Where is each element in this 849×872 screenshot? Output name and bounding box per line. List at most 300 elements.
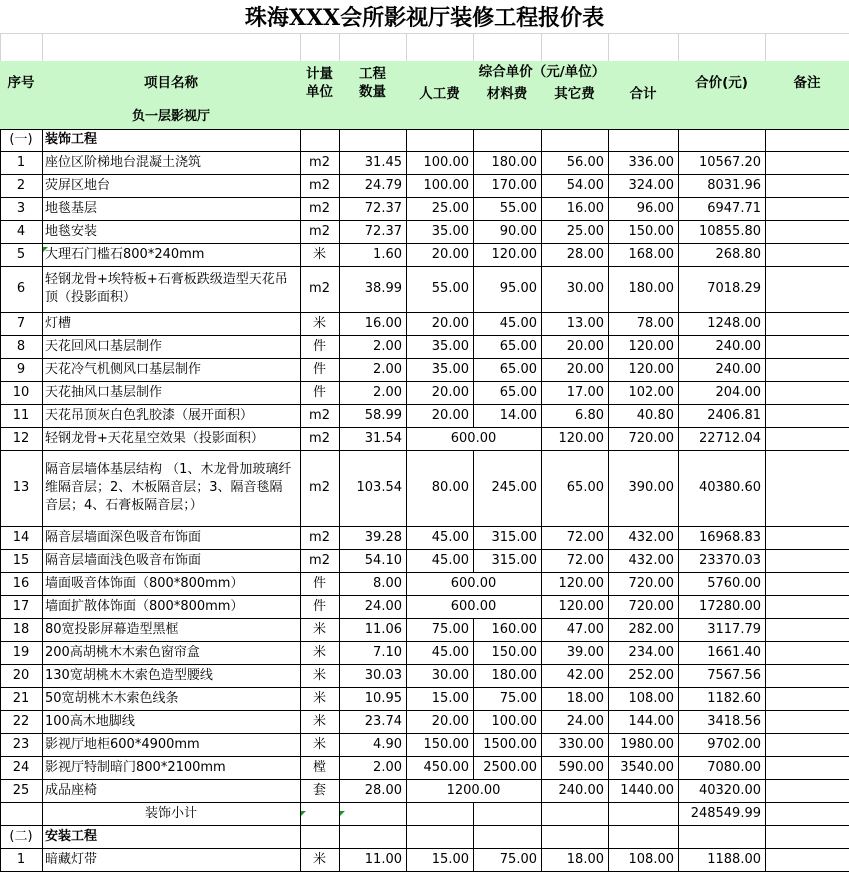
cell-total[interactable]: 40380.60 bbox=[698, 480, 761, 495]
remark-cell[interactable] bbox=[765, 335, 849, 358]
header-other: 其它费 bbox=[541, 83, 608, 105]
cell-other[interactable]: 25.00 bbox=[566, 223, 604, 239]
cell-name[interactable]: 80宽投影屏幕造型黑框 bbox=[45, 621, 179, 637]
decoration-subtotal-value: 248549.99 bbox=[690, 805, 761, 821]
cell-material[interactable]: 150.00 bbox=[491, 644, 537, 660]
remark-cell[interactable] bbox=[765, 526, 849, 549]
cell-material[interactable]: 170.00 bbox=[491, 177, 537, 193]
remark-cell[interactable] bbox=[765, 174, 849, 197]
cell-qty[interactable]: 24.79 bbox=[364, 177, 402, 193]
remark-cell[interactable] bbox=[765, 404, 849, 427]
cell-material[interactable]: 65.00 bbox=[499, 361, 537, 377]
cell-unit[interactable]: 米 bbox=[312, 315, 326, 331]
sheet-gridline bbox=[406, 33, 407, 61]
cell-unit[interactable]: 件 bbox=[312, 384, 326, 400]
cell-total[interactable]: 9702.00 bbox=[707, 736, 761, 752]
column-border bbox=[678, 129, 679, 151]
cell-comment-marker-icon bbox=[340, 811, 345, 816]
cell-merged-unit-price[interactable]: 600.00 bbox=[450, 598, 497, 614]
cell-total[interactable]: 40320.00 bbox=[698, 782, 761, 798]
cell-unit[interactable]: 米 bbox=[312, 713, 326, 729]
remark-cell[interactable] bbox=[765, 572, 849, 595]
cell-other[interactable]: 120.00 bbox=[558, 575, 604, 591]
cell-unit[interactable]: 米 bbox=[312, 690, 326, 706]
cell-unit[interactable]: m2 bbox=[309, 430, 330, 446]
sheet-gridline bbox=[0, 33, 849, 34]
cell-subtotal[interactable]: 432.00 bbox=[628, 552, 674, 568]
cell-qty[interactable]: 2.00 bbox=[373, 361, 402, 377]
cell-seq[interactable]: 13 bbox=[12, 480, 30, 495]
remark-cell[interactable] bbox=[765, 756, 849, 779]
cell-merged-unit-price[interactable]: 600.00 bbox=[450, 430, 497, 446]
remark-cell[interactable] bbox=[765, 664, 849, 687]
cell-total[interactable]: 268.80 bbox=[715, 246, 761, 262]
cell-material[interactable]: 95.00 bbox=[499, 281, 537, 296]
remark-cell[interactable] bbox=[765, 687, 849, 710]
cell-qty[interactable]: 11.06 bbox=[364, 621, 402, 637]
cell-seq[interactable]: 17 bbox=[12, 598, 30, 614]
cell-seq[interactable]: 1 bbox=[16, 851, 26, 867]
cell-material[interactable]: 315.00 bbox=[491, 552, 537, 568]
cell-unit[interactable]: m2 bbox=[309, 529, 330, 545]
cell-material[interactable]: 75.00 bbox=[499, 851, 537, 867]
cell-total[interactable]: 17280.00 bbox=[698, 598, 761, 614]
cell-unit[interactable]: m2 bbox=[309, 200, 330, 216]
cell-seq[interactable]: 23 bbox=[12, 736, 30, 752]
cell-other[interactable]: 28.00 bbox=[566, 246, 604, 262]
cell-unit[interactable]: 米 bbox=[312, 621, 326, 637]
cell-subtotal[interactable]: 108.00 bbox=[628, 851, 674, 867]
cell-material[interactable]: 65.00 bbox=[499, 338, 537, 354]
cell-empty bbox=[765, 105, 849, 129]
header-composite-price: 综合单价（元/单位） bbox=[406, 61, 678, 83]
header-labor: 人工费 bbox=[406, 83, 473, 105]
column-border bbox=[765, 802, 766, 825]
cell-total[interactable]: 2406.81 bbox=[707, 407, 761, 423]
cell-other[interactable]: 30.00 bbox=[566, 281, 604, 296]
cell-seq[interactable]: 19 bbox=[12, 644, 30, 660]
cell-merged-unit-price[interactable]: 1200.00 bbox=[446, 782, 501, 798]
cell-material[interactable]: 45.00 bbox=[499, 315, 537, 331]
cell-unit[interactable]: 件 bbox=[312, 361, 326, 377]
cell-total[interactable]: 1188.00 bbox=[707, 851, 761, 867]
section-seq: (一) bbox=[9, 132, 33, 147]
cell-qty[interactable]: 38.99 bbox=[364, 281, 402, 296]
cell-total[interactable]: 3418.56 bbox=[707, 713, 761, 729]
cell-unit[interactable]: 樘 bbox=[312, 759, 326, 775]
cell-unit[interactable]: 米 bbox=[312, 644, 326, 660]
cell-unit[interactable]: 件 bbox=[312, 575, 326, 591]
cell-other[interactable]: 47.00 bbox=[566, 621, 604, 637]
cell-unit[interactable]: m2 bbox=[309, 480, 330, 495]
cell-qty[interactable]: 7.10 bbox=[373, 644, 402, 660]
cell-qty[interactable]: 31.54 bbox=[364, 430, 402, 446]
cell-qty[interactable]: 31.45 bbox=[364, 154, 402, 170]
cell-labor[interactable]: 100.00 bbox=[423, 154, 469, 170]
cell-labor[interactable]: 45.00 bbox=[431, 529, 469, 545]
cell-subtotal[interactable]: 144.00 bbox=[628, 713, 674, 729]
cell-labor[interactable]: 20.00 bbox=[431, 713, 469, 729]
sheet-gridline bbox=[339, 33, 340, 61]
cell-unit[interactable]: 件 bbox=[312, 598, 326, 614]
cell-total[interactable]: 7080.00 bbox=[707, 759, 761, 775]
cell-material[interactable]: 160.00 bbox=[491, 621, 537, 637]
column-border bbox=[608, 802, 609, 825]
cell-other[interactable]: 13.00 bbox=[566, 315, 604, 331]
cell-subtotal[interactable]: 120.00 bbox=[628, 361, 674, 377]
cell-unit[interactable]: m2 bbox=[309, 177, 330, 193]
sheet-gridline bbox=[765, 33, 766, 61]
cell-empty bbox=[406, 105, 473, 129]
cell-labor[interactable]: 75.00 bbox=[431, 621, 469, 637]
cell-material[interactable]: 180.00 bbox=[491, 154, 537, 170]
cell-seq[interactable]: 8 bbox=[16, 338, 26, 354]
sheet-gridline bbox=[608, 33, 609, 61]
cell-subtotal[interactable]: 720.00 bbox=[628, 598, 674, 614]
cell-labor[interactable]: 20.00 bbox=[431, 315, 469, 331]
remark-cell[interactable] bbox=[765, 197, 849, 220]
cell-subtotal[interactable]: 324.00 bbox=[628, 177, 674, 193]
cell-name[interactable]: 130宽胡桃木木索色造型腰线 bbox=[45, 667, 213, 683]
cell-name[interactable]: 座位区阶梯地台混凝土浇筑 bbox=[45, 154, 202, 170]
cell-unit[interactable]: 米 bbox=[312, 246, 326, 262]
cell-qty[interactable]: 2.00 bbox=[373, 759, 402, 775]
cell-subtotal[interactable]: 3540.00 bbox=[620, 759, 674, 775]
cell-qty[interactable]: 103.54 bbox=[356, 480, 402, 495]
cell-seq[interactable]: 18 bbox=[12, 621, 30, 637]
cell-unit[interactable]: m2 bbox=[309, 223, 330, 239]
cell-qty[interactable]: 24.00 bbox=[364, 598, 402, 614]
cell-other[interactable]: 39.00 bbox=[566, 644, 604, 660]
cell-subtotal[interactable]: 390.00 bbox=[628, 480, 674, 495]
cell-other[interactable]: 6.80 bbox=[575, 407, 604, 423]
cell-other[interactable]: 54.00 bbox=[566, 177, 604, 193]
cell-other[interactable]: 18.00 bbox=[566, 690, 604, 706]
cell-other[interactable]: 16.00 bbox=[566, 200, 604, 216]
cell-subtotal[interactable]: 1440.00 bbox=[620, 782, 674, 798]
cell-seq[interactable]: 2 bbox=[16, 177, 26, 193]
cell-total[interactable]: 240.00 bbox=[715, 338, 761, 354]
sheet-gridline bbox=[541, 33, 542, 61]
cell-subtotal[interactable]: 180.00 bbox=[628, 281, 674, 296]
decoration-subtotal-label: 装饰小计 bbox=[144, 805, 197, 821]
cell-unit[interactable]: 米 bbox=[312, 667, 326, 683]
cell-name[interactable]: 地毯基层 bbox=[45, 200, 98, 216]
cell-total[interactable]: 1182.60 bbox=[707, 690, 761, 706]
cell-qty[interactable]: 54.10 bbox=[364, 552, 402, 568]
cell-qty[interactable]: 2.00 bbox=[373, 338, 402, 354]
cell-name[interactable]: 100高木地脚线 bbox=[45, 713, 135, 729]
cell-subtotal[interactable]: 78.00 bbox=[636, 315, 674, 331]
cell-name[interactable]: 轻钢龙骨+天花星空效果（投影面积） bbox=[45, 430, 264, 446]
cell-name[interactable]: 墙面吸音体饰面（800*800mm） bbox=[45, 575, 244, 591]
cell-material[interactable]: 180.00 bbox=[491, 667, 537, 683]
cell-seq[interactable]: 20 bbox=[12, 667, 30, 683]
cell-name[interactable]: 天花抽风口基层制作 bbox=[45, 384, 163, 400]
cell-total[interactable]: 240.00 bbox=[715, 361, 761, 377]
cell-other[interactable]: 72.00 bbox=[566, 552, 604, 568]
cell-labor[interactable]: 35.00 bbox=[431, 338, 469, 354]
cell-qty[interactable]: 58.99 bbox=[364, 407, 402, 423]
cell-name[interactable]: 影视厅特制暗门800*2100mm bbox=[45, 759, 226, 775]
cell-empty bbox=[608, 105, 678, 129]
column-border bbox=[473, 825, 474, 848]
column-border bbox=[300, 129, 301, 151]
column-border bbox=[608, 825, 609, 848]
cell-subtotal[interactable]: 720.00 bbox=[628, 575, 674, 591]
cell-labor[interactable]: 20.00 bbox=[431, 384, 469, 400]
remark-cell[interactable] bbox=[765, 779, 849, 802]
remark-cell[interactable] bbox=[765, 641, 849, 664]
cell-material[interactable]: 315.00 bbox=[491, 529, 537, 545]
cell-subtotal[interactable]: 432.00 bbox=[628, 529, 674, 545]
cell-seq[interactable]: 7 bbox=[16, 315, 26, 331]
cell-unit[interactable]: m2 bbox=[309, 552, 330, 568]
cell-labor[interactable]: 55.00 bbox=[431, 281, 469, 296]
cell-total[interactable]: 204.00 bbox=[715, 384, 761, 400]
cell-labor[interactable]: 45.00 bbox=[431, 644, 469, 660]
cell-unit[interactable]: 米 bbox=[312, 851, 326, 867]
cell-other[interactable]: 18.00 bbox=[566, 851, 604, 867]
cell-material[interactable]: 120.00 bbox=[491, 246, 537, 262]
cell-labor[interactable]: 20.00 bbox=[431, 407, 469, 423]
cell-name[interactable]: 暗藏灯带 bbox=[45, 851, 98, 867]
cell-name[interactable]: 墙面扩散体饰面（800*800mm） bbox=[45, 598, 244, 614]
cell-seq[interactable]: 6 bbox=[16, 281, 26, 296]
cell-total[interactable]: 7018.29 bbox=[707, 281, 761, 296]
remark-cell[interactable] bbox=[765, 358, 849, 381]
cell-total[interactable]: 22712.04 bbox=[698, 430, 761, 446]
cell-seq[interactable]: 22 bbox=[12, 713, 30, 729]
cell-qty[interactable]: 10.95 bbox=[364, 690, 402, 706]
remark-cell[interactable] bbox=[765, 312, 849, 335]
cell-seq[interactable]: 9 bbox=[16, 361, 26, 377]
remark-cell[interactable] bbox=[765, 427, 849, 450]
cell-name[interactable]: 大理石门槛石800*240mm bbox=[45, 246, 205, 262]
cell-subtotal[interactable]: 336.00 bbox=[628, 154, 674, 170]
cell-labor[interactable]: 35.00 bbox=[431, 361, 469, 377]
cell-other[interactable]: 120.00 bbox=[558, 598, 604, 614]
cell-name[interactable]: 轻钢龙骨+埃特板+石膏板跌级造型天花吊顶（投影面积） bbox=[45, 272, 288, 305]
cell-total[interactable]: 6947.71 bbox=[707, 200, 761, 216]
cell-seq[interactable]: 5 bbox=[16, 246, 26, 262]
remark-cell[interactable] bbox=[765, 595, 849, 618]
cell-name[interactable]: 地毯安装 bbox=[45, 223, 98, 239]
cell-other[interactable]: 17.00 bbox=[566, 384, 604, 400]
cell-subtotal[interactable]: 252.00 bbox=[628, 667, 674, 683]
cell-seq[interactable]: 3 bbox=[16, 200, 26, 216]
cell-material[interactable]: 1500.00 bbox=[483, 736, 537, 752]
cell-labor[interactable]: 15.00 bbox=[431, 851, 469, 867]
cell-name[interactable]: 成品座椅 bbox=[45, 782, 98, 798]
column-border bbox=[541, 802, 542, 825]
header-remark: 备注 bbox=[765, 61, 849, 105]
cell-comment-marker-icon bbox=[301, 811, 306, 816]
cell-other[interactable]: 65.00 bbox=[566, 480, 604, 495]
cell-total[interactable]: 5760.00 bbox=[707, 575, 761, 591]
cell-total[interactable]: 23370.03 bbox=[698, 552, 761, 568]
cell-name[interactable]: 200高胡桃木木索色窗帘盒 bbox=[45, 644, 200, 660]
cell-other[interactable]: 20.00 bbox=[566, 338, 604, 354]
cell-other[interactable]: 590.00 bbox=[558, 759, 604, 775]
cell-material[interactable]: 100.00 bbox=[491, 713, 537, 729]
cell-seq[interactable]: 12 bbox=[12, 430, 30, 446]
cell-name[interactable]: 隔音层墙体基层结构 （1、木龙骨加玻璃纤维隔音层；2、木板隔音层；3、隔音毯隔音层；4、石膏板隔音层；） bbox=[45, 462, 292, 513]
cell-unit[interactable]: m2 bbox=[309, 154, 330, 170]
cell-seq[interactable]: 1 bbox=[16, 154, 26, 170]
cell-subtotal[interactable]: 720.00 bbox=[628, 430, 674, 446]
cell-material[interactable]: 65.00 bbox=[499, 384, 537, 400]
remark-cell[interactable] bbox=[765, 618, 849, 641]
cell-name[interactable]: 天花吊顶灰白色乳胶漆（展开面积） bbox=[45, 407, 254, 423]
cell-seq[interactable]: 15 bbox=[12, 552, 30, 568]
cell-seq[interactable]: 24 bbox=[12, 759, 30, 775]
cell-other[interactable]: 56.00 bbox=[566, 154, 604, 170]
remark-cell[interactable] bbox=[765, 848, 849, 871]
cell-labor[interactable]: 35.00 bbox=[431, 223, 469, 239]
cell-qty[interactable]: 4.90 bbox=[373, 736, 402, 752]
cell-seq[interactable]: 25 bbox=[12, 782, 30, 798]
cell-name[interactable]: 灯槽 bbox=[45, 315, 72, 331]
cell-labor[interactable]: 20.00 bbox=[431, 246, 469, 262]
cell-labor[interactable]: 30.00 bbox=[431, 667, 469, 683]
cell-total[interactable]: 16968.83 bbox=[698, 529, 761, 545]
remark-cell[interactable] bbox=[765, 220, 849, 243]
cell-qty[interactable]: 72.37 bbox=[364, 223, 402, 239]
cell-subtotal[interactable]: 102.00 bbox=[628, 384, 674, 400]
cell-other[interactable]: 42.00 bbox=[566, 667, 604, 683]
cell-subtotal[interactable]: 168.00 bbox=[628, 246, 674, 262]
cell-seq[interactable]: 10 bbox=[12, 384, 30, 400]
remark-cell[interactable] bbox=[765, 710, 849, 733]
cell-merged-unit-price[interactable]: 600.00 bbox=[450, 575, 497, 591]
cell-name[interactable]: 50宽胡桃木木索色线条 bbox=[45, 690, 179, 706]
section-name: 装饰工程 bbox=[45, 132, 98, 147]
column-border bbox=[339, 825, 340, 848]
cell-name[interactable]: 天花冷气机侧风口基层制作 bbox=[45, 361, 202, 377]
cell-other[interactable]: 120.00 bbox=[558, 430, 604, 446]
cell-total[interactable]: 3117.79 bbox=[707, 621, 761, 637]
sheet-gridline bbox=[473, 33, 474, 61]
cell-qty[interactable]: 8.00 bbox=[373, 575, 402, 591]
cell-material[interactable]: 245.00 bbox=[491, 480, 537, 495]
cell-other[interactable]: 20.00 bbox=[566, 361, 604, 377]
cell-labor[interactable]: 25.00 bbox=[431, 200, 469, 216]
cell-other[interactable]: 240.00 bbox=[558, 782, 604, 798]
cell-qty[interactable]: 11.00 bbox=[364, 851, 402, 867]
cell-total[interactable]: 7567.56 bbox=[707, 667, 761, 683]
column-border bbox=[473, 129, 474, 151]
cell-empty bbox=[541, 105, 608, 129]
cell-material[interactable]: 55.00 bbox=[499, 200, 537, 216]
cell-seq[interactable]: 11 bbox=[12, 407, 30, 423]
column-border bbox=[541, 129, 542, 151]
sheet-title: 珠海XXX会所影视厅装修工程报价表 bbox=[244, 5, 605, 31]
cell-name[interactable]: 隔音层墙面浅色吸音布饰面 bbox=[45, 552, 202, 568]
cell-labor[interactable]: 150.00 bbox=[423, 736, 469, 752]
remark-cell[interactable] bbox=[765, 549, 849, 572]
cell-subtotal[interactable]: 150.00 bbox=[628, 223, 674, 239]
cell-subtotal[interactable]: 120.00 bbox=[628, 338, 674, 354]
cell-name[interactable]: 天花回风口基层制作 bbox=[45, 338, 163, 354]
cell-labor[interactable]: 80.00 bbox=[431, 480, 469, 495]
header-total: 合价(元) bbox=[678, 61, 765, 105]
header-seq: 序号 bbox=[0, 61, 42, 105]
cell-total[interactable]: 10567.20 bbox=[698, 154, 761, 170]
remark-cell[interactable] bbox=[765, 243, 849, 266]
cell-seq[interactable]: 21 bbox=[12, 690, 30, 706]
column-border bbox=[339, 129, 340, 151]
cell-qty[interactable]: 23.74 bbox=[364, 713, 402, 729]
cell-subtotal[interactable]: 96.00 bbox=[636, 200, 674, 216]
cell-name[interactable]: 荧屏区地台 bbox=[45, 177, 111, 193]
cell-labor[interactable]: 450.00 bbox=[423, 759, 469, 775]
column-border bbox=[765, 825, 766, 848]
cell-unit[interactable]: 套 bbox=[312, 782, 326, 798]
cell-labor[interactable]: 100.00 bbox=[423, 177, 469, 193]
remark-cell[interactable] bbox=[765, 381, 849, 404]
cell-subtotal[interactable]: 108.00 bbox=[628, 690, 674, 706]
cell-qty[interactable]: 39.28 bbox=[364, 529, 402, 545]
cell-other[interactable]: 24.00 bbox=[566, 713, 604, 729]
column-border bbox=[678, 825, 679, 848]
cell-seq[interactable]: 16 bbox=[12, 575, 30, 591]
column-border bbox=[541, 825, 542, 848]
cell-labor[interactable]: 15.00 bbox=[431, 690, 469, 706]
floor-label: 负一层影视厅 bbox=[42, 105, 300, 129]
column-border bbox=[765, 129, 766, 151]
column-border bbox=[406, 825, 407, 848]
cell-unit[interactable]: 米 bbox=[312, 736, 326, 752]
cell-labor[interactable]: 45.00 bbox=[431, 552, 469, 568]
cell-other[interactable]: 330.00 bbox=[558, 736, 604, 752]
cell-qty[interactable]: 30.03 bbox=[364, 667, 402, 683]
cell-material[interactable]: 75.00 bbox=[499, 690, 537, 706]
cell-subtotal[interactable]: 40.80 bbox=[636, 407, 674, 423]
cell-seq[interactable]: 4 bbox=[16, 223, 26, 239]
cell-qty[interactable]: 1.60 bbox=[373, 246, 402, 262]
cell-total[interactable]: 8031.96 bbox=[707, 177, 761, 193]
cell-qty[interactable]: 72.37 bbox=[364, 200, 402, 216]
cell-subtotal[interactable]: 282.00 bbox=[628, 621, 674, 637]
cell-seq[interactable]: 14 bbox=[12, 529, 30, 545]
cell-material[interactable]: 90.00 bbox=[499, 223, 537, 239]
column-border bbox=[608, 129, 609, 151]
cell-subtotal[interactable]: 1980.00 bbox=[620, 736, 674, 752]
cell-unit[interactable]: m2 bbox=[309, 281, 330, 296]
remark-cell[interactable] bbox=[765, 266, 849, 312]
cell-qty[interactable]: 28.00 bbox=[364, 782, 402, 798]
cell-material[interactable]: 14.00 bbox=[499, 407, 537, 423]
cell-empty bbox=[473, 105, 541, 129]
column-border bbox=[406, 802, 407, 825]
cell-other[interactable]: 72.00 bbox=[566, 529, 604, 545]
cell-name[interactable]: 影视厅地柜600*4900mm bbox=[45, 736, 200, 752]
remark-cell[interactable] bbox=[765, 151, 849, 174]
cell-unit[interactable]: 件 bbox=[312, 338, 326, 354]
cell-qty[interactable]: 16.00 bbox=[364, 315, 402, 331]
cell-material[interactable]: 2500.00 bbox=[483, 759, 537, 775]
cell-subtotal[interactable]: 234.00 bbox=[628, 644, 674, 660]
remark-cell[interactable] bbox=[765, 450, 849, 526]
cell-total[interactable]: 1661.40 bbox=[707, 644, 761, 660]
cell-name[interactable]: 隔音层墙面深色吸音布饰面 bbox=[45, 529, 202, 545]
cell-total[interactable]: 10855.80 bbox=[698, 223, 761, 239]
remark-cell[interactable] bbox=[765, 733, 849, 756]
cell-qty[interactable]: 2.00 bbox=[373, 384, 402, 400]
cell-unit[interactable]: m2 bbox=[309, 407, 330, 423]
cell-total[interactable]: 1248.00 bbox=[707, 315, 761, 331]
